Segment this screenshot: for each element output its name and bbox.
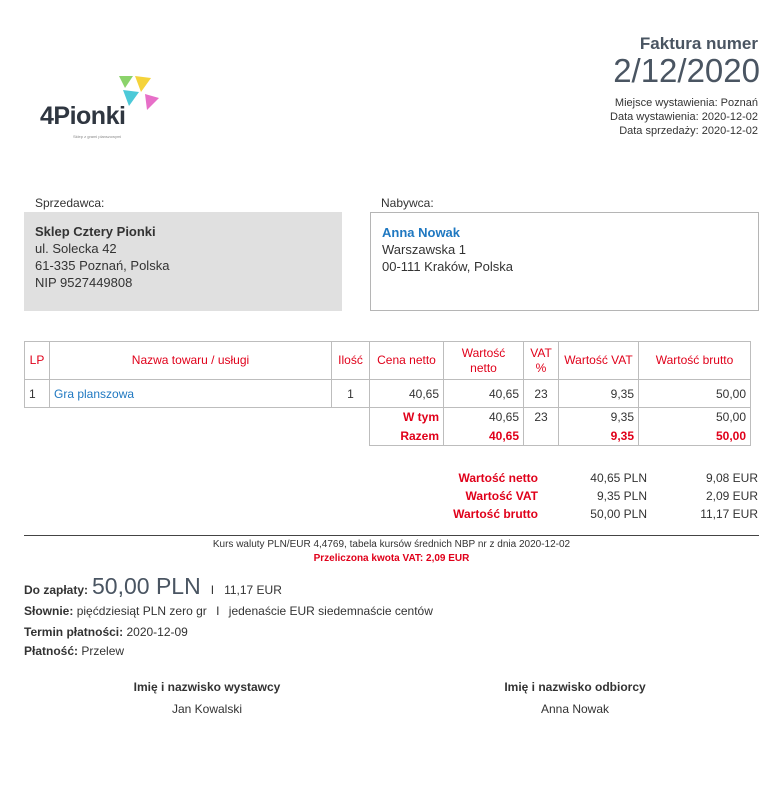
issue-date: Data wystawienia: 2020-12-02 bbox=[610, 111, 758, 123]
amount-due-eur: 11,17 EUR bbox=[224, 583, 282, 597]
row-gross-value: 50,00 bbox=[639, 380, 751, 408]
col-vat bbox=[524, 342, 559, 380]
in-which-vat-value: 9,35 bbox=[559, 408, 639, 427]
words-separator: I bbox=[216, 604, 220, 618]
payment-method-line bbox=[24, 644, 124, 658]
due-date-line bbox=[24, 625, 188, 639]
payment-method-label: Płatność: bbox=[24, 644, 79, 658]
in-which-net-value: 40,65 bbox=[444, 408, 524, 427]
total-vat-value: 9,35 bbox=[559, 427, 639, 446]
seller-city: 61-335 Poznań, Polska bbox=[35, 258, 170, 273]
in-which-vat-rate: 23 bbox=[524, 408, 559, 427]
issue-place: Miejsce wystawienia: Poznań bbox=[614, 97, 758, 109]
col-net-value-line2: netto bbox=[470, 360, 497, 375]
summary-net-row bbox=[0, 471, 783, 489]
issuer-title: Imię i nazwisko wystawcy bbox=[133, 680, 281, 694]
receiver-name: Anna Nowak bbox=[540, 702, 610, 716]
col-net-value-line1: Wartość bbox=[461, 345, 506, 360]
total-label: Razem bbox=[370, 427, 444, 446]
summary-net-label: Wartość netto bbox=[458, 471, 538, 485]
summary-vat-eur: 2,09 EUR bbox=[705, 489, 758, 503]
company-logo bbox=[40, 74, 165, 146]
invoice-label: Faktura numer bbox=[639, 34, 758, 53]
payment-method-value: Przelew bbox=[81, 644, 125, 658]
invoice-number: 2/12/2020 bbox=[613, 52, 760, 89]
total-row bbox=[25, 427, 751, 446]
amount-due-label: Do zapłaty: bbox=[24, 583, 89, 597]
seller-label: Sprzedawca: bbox=[35, 196, 105, 210]
receiver-title: Imię i nazwisko odbiorcy bbox=[504, 680, 646, 694]
in-which-label: W tym bbox=[370, 408, 444, 427]
col-lp: LP bbox=[25, 342, 50, 380]
summary-net-eur: 9,08 EUR bbox=[705, 471, 758, 485]
converted-vat-note: Przeliczona kwota VAT: 2,09 EUR bbox=[313, 553, 470, 564]
row-net-price: 40,65 bbox=[370, 380, 444, 408]
summary-gross-label: Wartość brutto bbox=[453, 507, 538, 521]
issuer-signature bbox=[57, 680, 357, 716]
amount-separator: I bbox=[210, 583, 215, 597]
col-gross-value: Wartość brutto bbox=[639, 342, 751, 380]
summary-gross-row bbox=[0, 507, 783, 525]
col-net-value bbox=[444, 342, 524, 380]
row-vat-value: 9,35 bbox=[559, 380, 639, 408]
col-qty: Ilość bbox=[332, 342, 370, 380]
words-eur: jedenaście EUR siedemnaście centów bbox=[228, 604, 433, 618]
buyer-street: Warszawska 1 bbox=[382, 242, 467, 257]
col-net-price: Cena netto bbox=[370, 342, 444, 380]
total-net-value: 40,65 bbox=[444, 427, 524, 446]
seller-box bbox=[24, 212, 342, 311]
col-vat-line1: VAT bbox=[530, 345, 552, 360]
divider bbox=[24, 535, 759, 536]
summary-vat-label: Wartość VAT bbox=[465, 489, 538, 503]
table-header-row bbox=[25, 342, 751, 380]
col-name: Nazwa towaru / usługi bbox=[50, 342, 332, 380]
exchange-rate-note: Kurs waluty PLN/EUR 4,4769, tabela kursów średnich NBP nr z dnia 2020-12-02 bbox=[212, 539, 571, 550]
seller-street: ul. Solecka 42 bbox=[35, 241, 117, 256]
due-date-value: 2020-12-09 bbox=[126, 625, 188, 639]
row-qty: 1 bbox=[332, 380, 370, 408]
seller-name: Sklep Cztery Pionki bbox=[35, 224, 156, 239]
summary-gross-eur: 11,17 EUR bbox=[700, 507, 758, 521]
issuer-name: Jan Kowalski bbox=[171, 702, 243, 716]
row-lp: 1 bbox=[25, 380, 50, 408]
in-which-row bbox=[25, 408, 751, 427]
logo-tagline: Sklep z grami planszowymi bbox=[73, 134, 122, 139]
amount-in-words-line bbox=[24, 604, 433, 618]
items-table bbox=[24, 341, 751, 446]
summary-vat-row bbox=[0, 489, 783, 507]
logo-wordmark: 4Pionki bbox=[40, 102, 126, 130]
col-vat-line2: % bbox=[535, 360, 547, 375]
words-pln: pięćdziesiąt PLN zero gr bbox=[76, 604, 207, 618]
row-product-name: Gra planszowa bbox=[50, 380, 332, 408]
in-which-gross-value: 50,00 bbox=[639, 408, 751, 427]
buyer-label: Nabywca: bbox=[381, 196, 434, 210]
buyer-box bbox=[370, 212, 759, 311]
row-vat-rate: 23 bbox=[524, 380, 559, 408]
sale-date: Data sprzedaży: 2020-12-02 bbox=[619, 125, 758, 137]
total-gross-value: 50,00 bbox=[639, 427, 751, 446]
buyer-city: 00-111 Kraków, Polska bbox=[382, 259, 514, 274]
receiver-signature bbox=[425, 680, 725, 716]
buyer-name: Anna Nowak bbox=[382, 225, 461, 240]
seller-nip: NIP 9527449808 bbox=[35, 275, 133, 290]
col-vat-value: Wartość VAT bbox=[559, 342, 639, 380]
table-row bbox=[25, 380, 751, 408]
due-date-label: Termin płatności: bbox=[24, 625, 124, 639]
summary-gross-pln: 50,00 PLN bbox=[590, 507, 647, 521]
row-net-value: 40,65 bbox=[444, 380, 524, 408]
words-label: Słownie: bbox=[24, 604, 74, 618]
amount-due-pln: 50,00 PLN bbox=[92, 573, 201, 599]
summary-vat-pln: 9,35 PLN bbox=[596, 489, 647, 503]
amount-due-line bbox=[24, 573, 282, 600]
summary-net-pln: 40,65 PLN bbox=[590, 471, 647, 485]
